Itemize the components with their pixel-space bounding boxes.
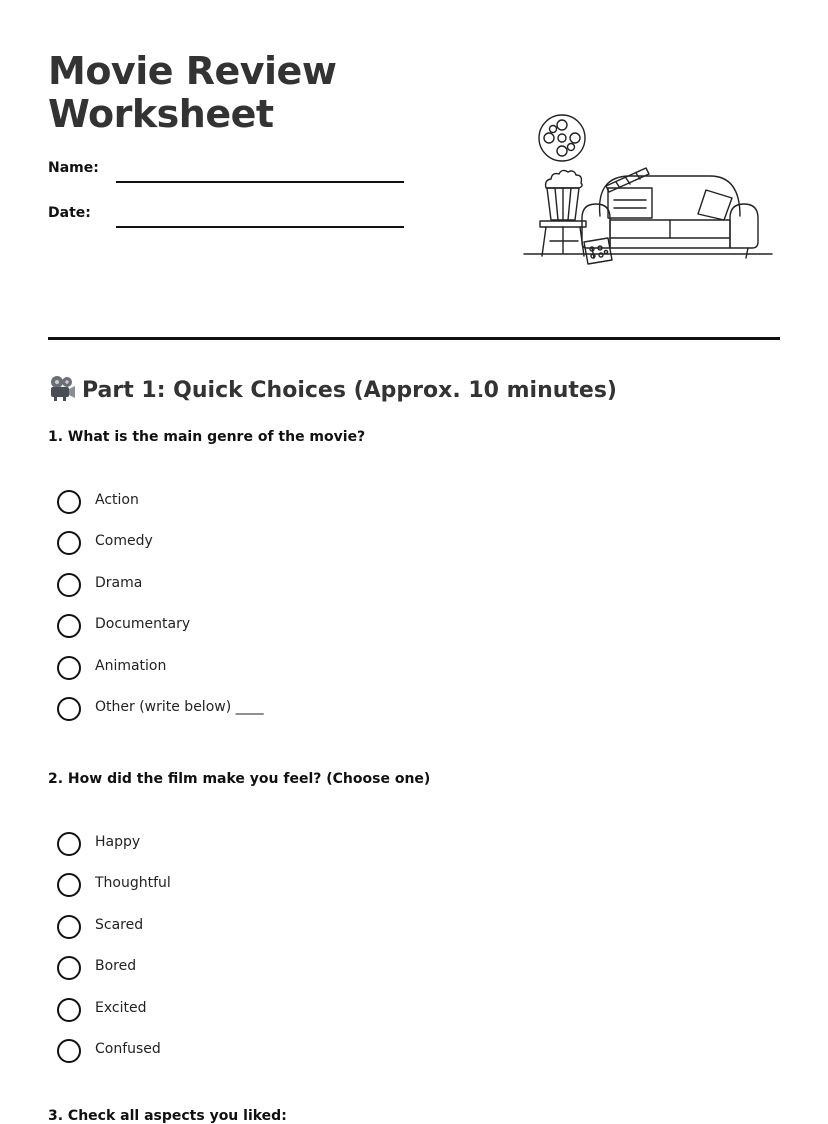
option-label: Scared [95, 916, 144, 933]
film-projector-icon [48, 374, 76, 402]
title-line-1: Movie Review [48, 49, 337, 93]
question-3: 3. Check all aspects you liked: [48, 1108, 287, 1124]
option-label: Action [95, 492, 139, 508]
radio-button[interactable] [57, 697, 81, 721]
side-table-icon [540, 221, 586, 256]
radio-button[interactable] [57, 873, 81, 897]
option-label: Excited [95, 999, 147, 1016]
film-canister-icon [584, 238, 612, 264]
title-line-2: Worksheet [48, 92, 274, 136]
clapperboard-icon [606, 168, 652, 218]
radio-button[interactable] [57, 656, 81, 680]
radio-button[interactable] [57, 531, 81, 555]
radio-button[interactable] [57, 1039, 81, 1063]
option-label: Thoughtful [95, 875, 171, 892]
name-blank-line[interactable] [116, 181, 404, 183]
option-label: Animation [95, 657, 167, 674]
option-label: Drama [95, 574, 143, 591]
part-1-title [48, 374, 617, 403]
option-label: Bored [95, 958, 137, 975]
option-label: Other (write below) ____ [95, 698, 264, 715]
date-field [48, 205, 408, 233]
radio-button[interactable] [57, 614, 81, 638]
date-label: Date: [48, 205, 91, 221]
option-label: Comedy [95, 533, 153, 550]
radio-button[interactable] [57, 832, 81, 856]
radio-button[interactable] [57, 490, 81, 514]
name-label: Name: [48, 160, 99, 176]
date-blank-line[interactable] [116, 226, 404, 228]
section-divider [48, 337, 780, 340]
radio-button[interactable] [57, 956, 81, 980]
option-label: Documentary [95, 616, 191, 633]
option-label: Confused [95, 1040, 161, 1057]
radio-button[interactable] [57, 915, 81, 939]
question-1: 1. What is the main genre of the movie? [48, 429, 366, 445]
radio-button[interactable] [57, 573, 81, 597]
name-field [48, 160, 408, 188]
page-title [48, 50, 336, 136]
radio-button[interactable] [57, 998, 81, 1022]
popcorn-icon [546, 170, 583, 220]
part-1-title-text: Part 1: Quick Choices (Approx. 10 minutes) [82, 378, 617, 403]
question-2: 2. How did the film make you feel? (Choose one) [48, 771, 431, 787]
home-cinema-illustration [520, 108, 776, 268]
film-reel-icon [539, 115, 585, 161]
option-label: Happy [95, 834, 141, 850]
